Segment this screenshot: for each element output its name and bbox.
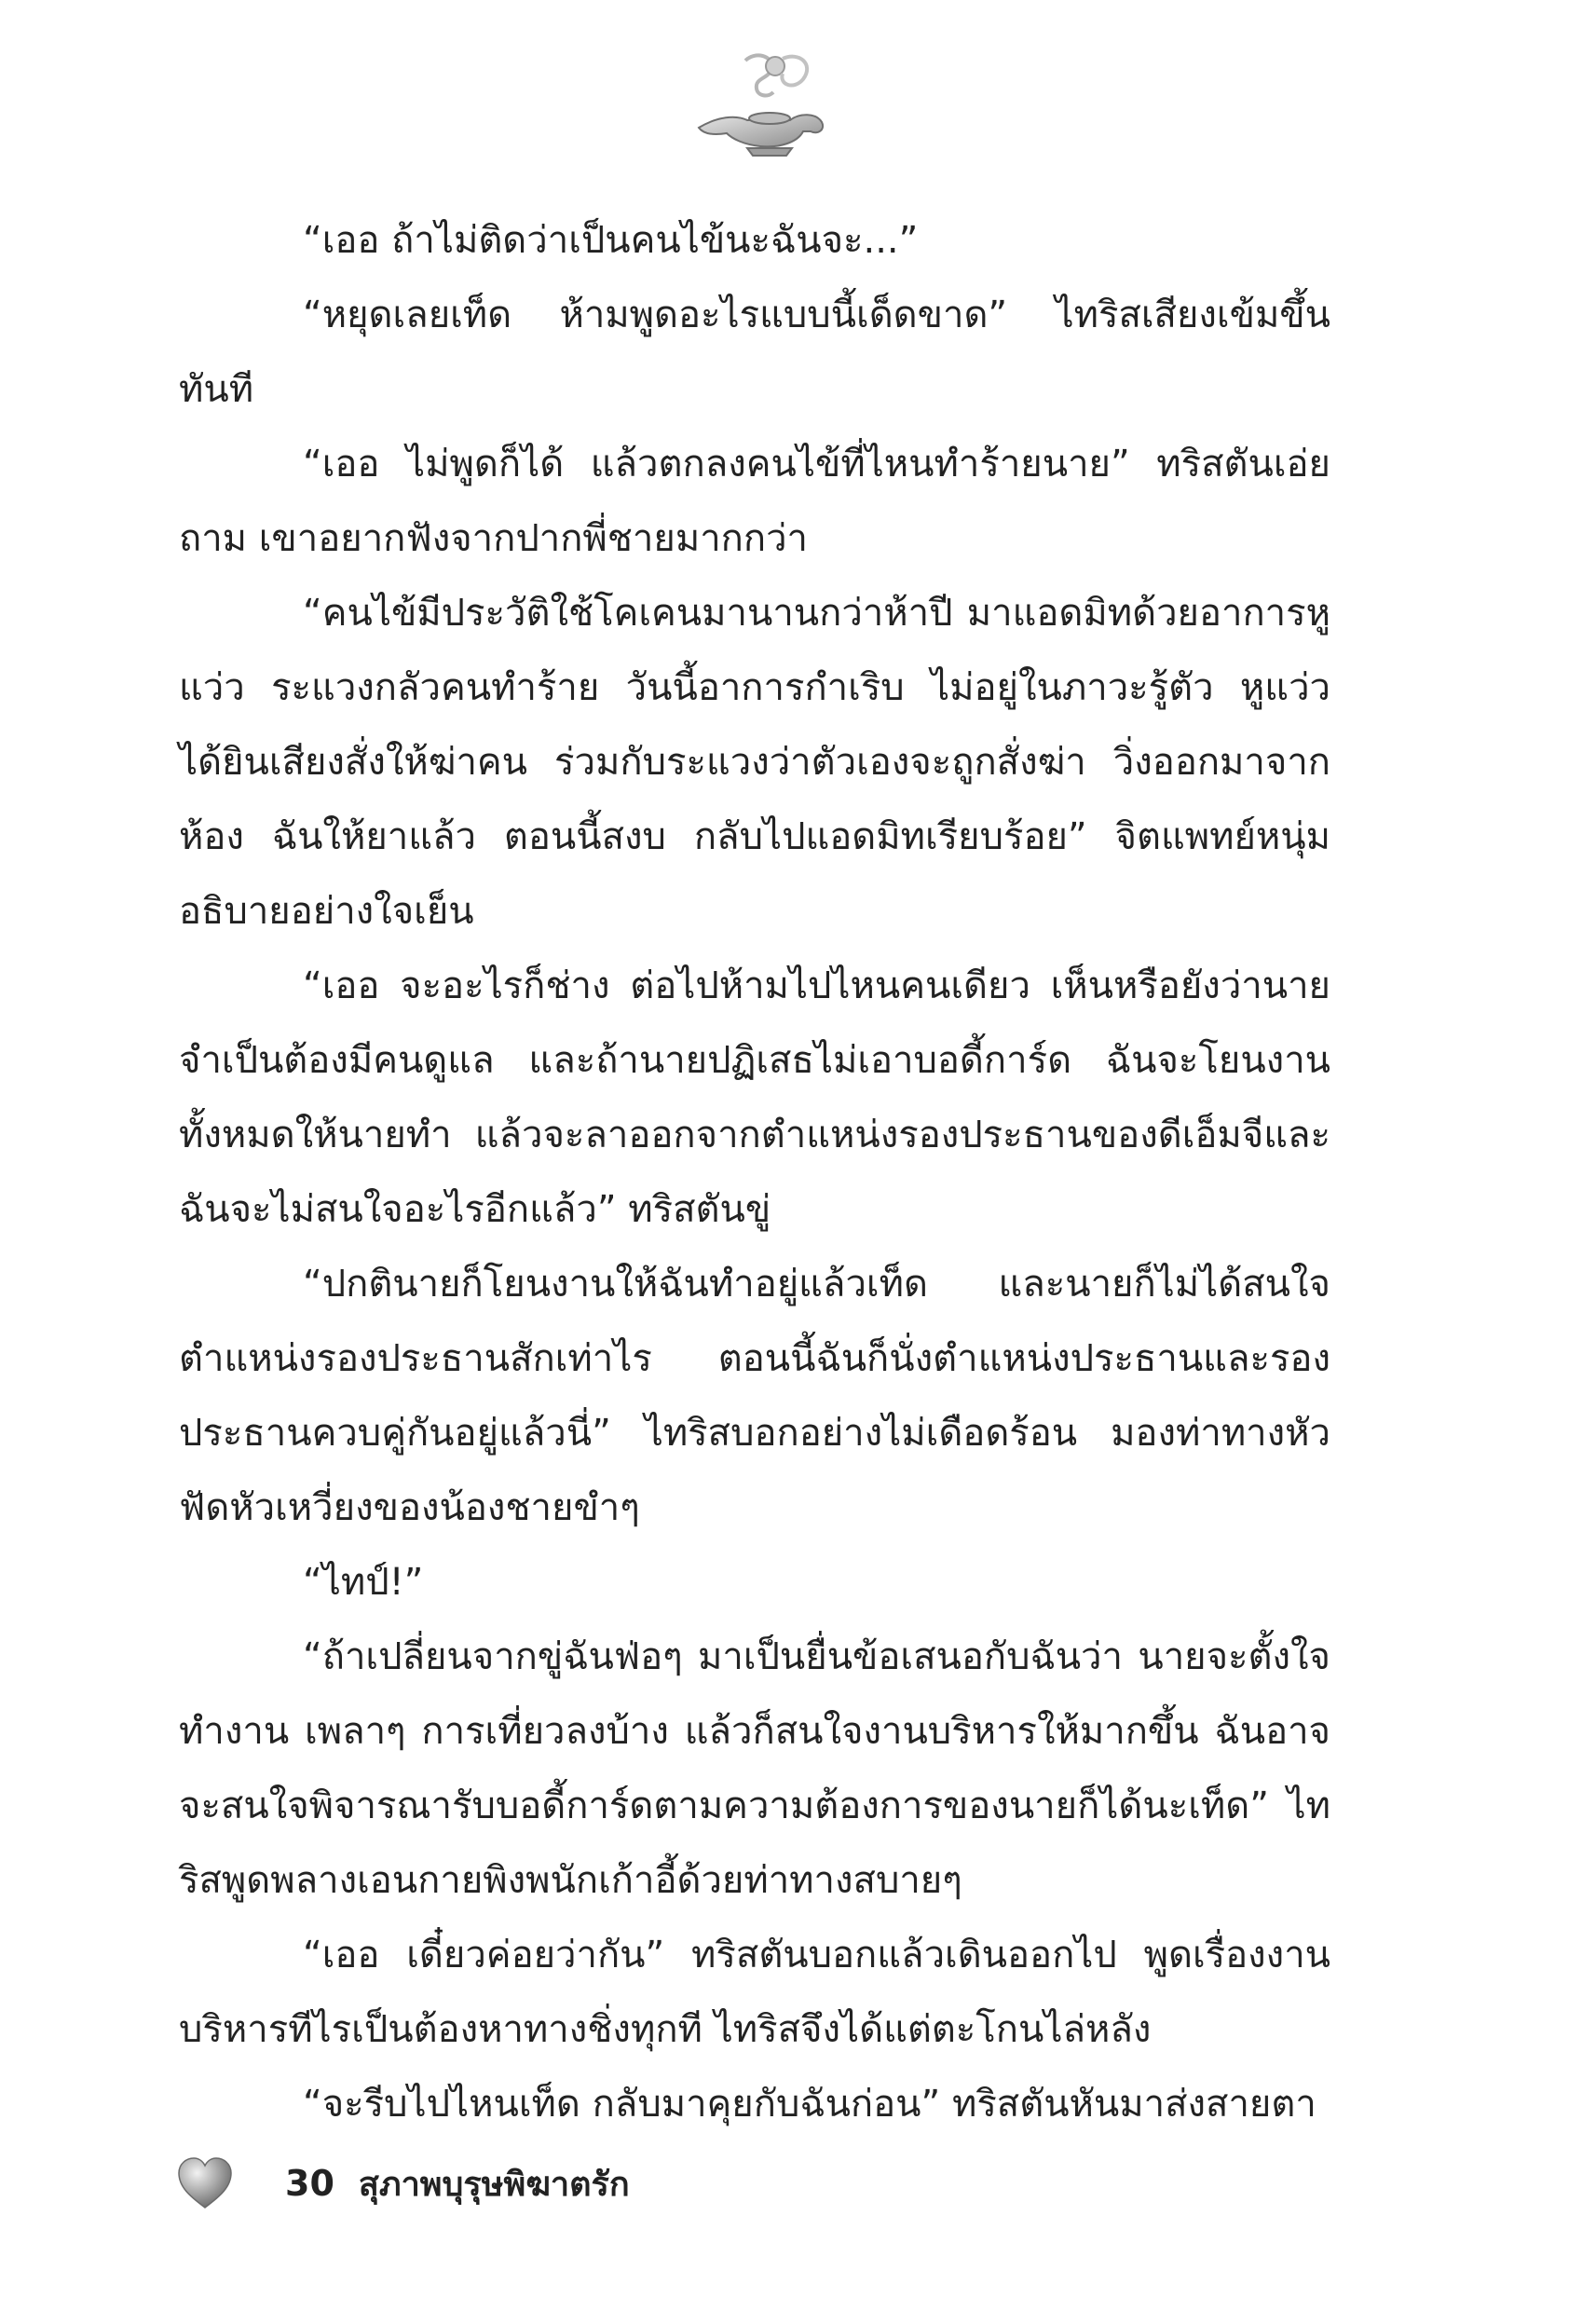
paragraph: “ไทป์!” — [303, 1561, 424, 1604]
paragraph: “เออ จะอะไรก็ช่าง ต่อไปห้ามไปไหนคนเดียว เห็นหรือยังว่านายจำเป็นต้องมีคนดูแล และถ้านายปฏิเสธไม่เอาบอดี้การ์ด ฉันจะโยนงานทั้งหมดให้นายทำ แล้วจะลาออกจากตำแหน่งรองประธานของดีเอ็มจีและฉันจะไม่สนใจอะไรอีกแล้ว” ทริสตันขู่ — [179, 964, 1330, 1231]
paragraph: “เออ ถ้าไม่ติดว่าเป็นคนไข้นะฉันจะ...” — [303, 219, 919, 262]
genie-lamp-icon — [689, 51, 829, 158]
paragraph: “คนไข้มีประวัติใช้โคเคนมานานกว่าห้าปี มาแอดมิทด้วยอาการหูแว่ว ระแวงกลัวคนทำร้าย วันนี้อาการกำเริบ ไม่อยู่ในภาวะรู้ตัว หูแว่วได้ยินเสียงสั่งให้ฆ่าคน ร่วมกับระแวงว่าตัวเองจะถูกสั่งฆ่า วิ่งออกมาจากห้อง ฉันให้ยาแล้ว ตอนนี้สงบ กลับไปแอดมิทเรียบร้อย” จิตแพทย์หนุ่มอธิบายอย่างใจเย็น — [179, 592, 1330, 933]
paragraph: “เออ เดี๋ยวค่อยว่ากัน” ทริสตันบอกแล้วเดินออกไป พูดเรื่องงานบริหารทีไรเป็นต้องหาทางชิ่งทุกที ไทริสจึงได้แต่ตะโกนไล่หลัง — [179, 1934, 1330, 2051]
paragraph: “เออ ไม่พูดก็ได้ แล้วตกลงคนไข้ที่ไหนทำร้ายนาย” ทริสตันเอ่ยถาม เขาอยากฟังจากปากพี่ชายมากกว่า — [179, 443, 1330, 560]
paragraph: “ถ้าเปลี่ยนจากขู่ฉันฟ่อๆ มาเป็นยื่นข้อเสนอกับฉันว่า นายจะตั้งใจทำงาน เพลาๆ การเที่ยวลงบ้าง แล้วก็สนใจงานบริหารให้มากขึ้น ฉันอาจจะสนใจพิจารณารับบอดี้การ์ดตามความต้องการของนายก็ได้นะเท็ด” ไทริสพูดพลางเอนกายพิงพนักเก้าอี้ด้วยท่าทางสบายๆ — [179, 1635, 1330, 1902]
book-title: สุภาพบุรุษพิฆาตรัก — [358, 2165, 630, 2204]
paragraph: “ปกตินายก็โยนงานให้ฉันทำอยู่แล้วเท็ด และนายก็ไม่ได้สนใจตำแหน่งรองประธานสักเท่าไร ตอนนี้ฉันก็นั่งตำแหน่งประธานและรองประธานควบคู่กันอยู่แล้วนี่” ไทริสบอกอย่างไม่เดือดร้อน มองท่าทางหัวฟัดหัวเหวี่ยงของน้องชายขำๆ — [179, 1263, 1330, 1529]
story-text — [179, 203, 1330, 2141]
heart-icon — [177, 2157, 233, 2209]
page-footer — [177, 2151, 630, 2216]
paragraph: “จะรีบไปไหนเท็ด กลับมาคุยกับฉันก่อน” ทริสตันหันมาส่งสายตา — [303, 2083, 1316, 2126]
paragraph: “หยุดเลยเท็ด ห้ามพูดอะไรแบบนี้เด็ดขาด” ไทริสเสียงเข้มขึ้นทันที — [179, 294, 1330, 411]
page-number: 30 — [285, 2163, 334, 2204]
